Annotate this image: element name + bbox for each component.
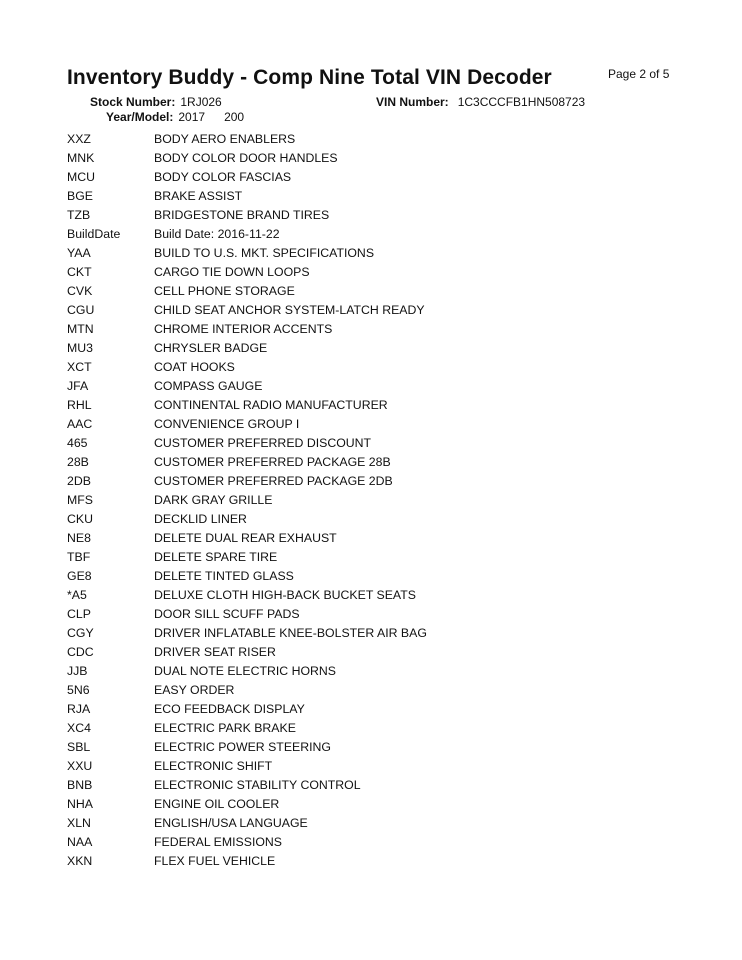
option-code: 2DB [67,474,91,488]
option-code: XC4 [67,721,91,735]
option-description: COMPASS GAUGE [154,379,263,393]
option-description: CARGO TIE DOWN LOOPS [154,265,310,279]
vin-number [376,95,585,109]
option-description: ELECTRIC POWER STEERING [154,740,331,754]
option-description: ELECTRONIC STABILITY CONTROL [154,778,361,792]
option-description: DOOR SILL SCUFF PADS [154,607,300,621]
option-code: MFS [67,493,93,507]
model-value: 200 [224,110,245,124]
option-code: CGY [67,626,94,640]
option-description: CELL PHONE STORAGE [154,284,295,298]
option-description: DRIVER SEAT RISER [154,645,276,659]
option-code: MCU [67,170,96,184]
option-description: CUSTOMER PREFERRED PACKAGE 28B [154,455,391,469]
option-description: CUSTOMER PREFERRED PACKAGE 2DB [154,474,393,488]
option-code: GE8 [67,569,92,583]
page-number: Page 2 of 5 [608,67,670,81]
option-description: CHRYSLER BADGE [154,341,268,355]
option-description: BUILD TO U.S. MKT. SPECIFICATIONS [154,246,375,260]
option-description: CONTINENTAL RADIO MANUFACTURER [154,398,388,412]
option-code: JFA [67,379,89,393]
option-description: COAT HOOKS [154,360,235,374]
option-code: XKN [67,854,93,868]
option-code: CVK [67,284,93,298]
option-description: Build Date: 2016-11-22 [154,227,280,241]
option-description: FEDERAL EMISSIONS [154,835,283,849]
option-description: BODY COLOR DOOR HANDLES [154,151,338,165]
year-value: 2017 [178,110,206,124]
option-code: SBL [67,740,91,754]
option-code: RJA [67,702,91,716]
option-description: CONVENIENCE GROUP I [154,417,300,431]
option-code: BGE [67,189,93,203]
option-code: 28B [67,455,89,469]
option-code: BNB [67,778,93,792]
option-description: DRIVER INFLATABLE KNEE-BOLSTER AIR BAG [154,626,427,640]
option-description: CUSTOMER PREFERRED DISCOUNT [154,436,372,450]
option-description: BRIDGESTONE BRAND TIRES [154,208,330,222]
option-description: ECO FEEDBACK DISPLAY [154,702,305,716]
option-code: JJB [67,664,88,678]
stock-number-label: Stock Number: [90,95,176,109]
option-description: CHILD SEAT ANCHOR SYSTEM-LATCH READY [154,303,425,317]
option-code: TBF [67,550,91,564]
option-code: NHA [67,797,93,811]
option-description: DELETE DUAL REAR EXHAUST [154,531,337,545]
option-code: NE8 [67,531,91,545]
vin-number-value: 1C3CCCFB1HN508723 [457,95,586,109]
option-description: FLEX FUEL VEHICLE [154,854,276,868]
option-description: DARK GRAY GRILLE [154,493,273,507]
option-description: BRAKE ASSIST [154,189,243,203]
option-description: DECKLID LINER [154,512,247,526]
option-code: 5N6 [67,683,90,697]
option-description: EASY ORDER [154,683,235,697]
option-code: XXU [67,759,93,773]
option-description: BODY AERO ENABLERS [154,132,296,146]
option-description: ELECTRONIC SHIFT [154,759,273,773]
option-description: CHROME INTERIOR ACCENTS [154,322,333,336]
option-description: ENGINE OIL COOLER [154,797,280,811]
option-code: CGU [67,303,95,317]
document-title: Inventory Buddy - Comp Nine Total VIN Decoder [67,66,552,89]
option-description: DELUXE CLOTH HIGH-BACK BUCKET SEATS [154,588,416,602]
year-model [106,110,244,124]
option-code: AAC [67,417,93,431]
option-code: CLP [67,607,91,621]
option-code: *A5 [67,588,87,602]
option-description: BODY COLOR FASCIAS [154,170,292,184]
option-description: DELETE TINTED GLASS [154,569,294,583]
year-model-label: Year/Model: [106,110,174,124]
stock-number-value: 1RJ026 [180,95,222,109]
option-code: TZB [67,208,91,222]
option-description: ELECTRIC PARK BRAKE [154,721,296,735]
option-code: CDC [67,645,94,659]
option-code: XXZ [67,132,91,146]
option-description: DELETE SPARE TIRE [154,550,278,564]
stock-number [90,95,222,109]
vin-number-label: VIN Number: [376,95,449,109]
option-description: ENGLISH/USA LANGUAGE [154,816,308,830]
option-description: DUAL NOTE ELECTRIC HORNS [154,664,336,678]
option-code: CKT [67,265,92,279]
option-code: RHL [67,398,92,412]
option-code: XLN [67,816,91,830]
option-code: MU3 [67,341,93,355]
option-code: CKU [67,512,93,526]
option-code: XCT [67,360,92,374]
option-code: 465 [67,436,88,450]
option-code: NAA [67,835,93,849]
option-code: BuildDate [67,227,121,241]
option-code: MTN [67,322,94,336]
option-code: YAA [67,246,91,260]
option-code: MNK [67,151,95,165]
